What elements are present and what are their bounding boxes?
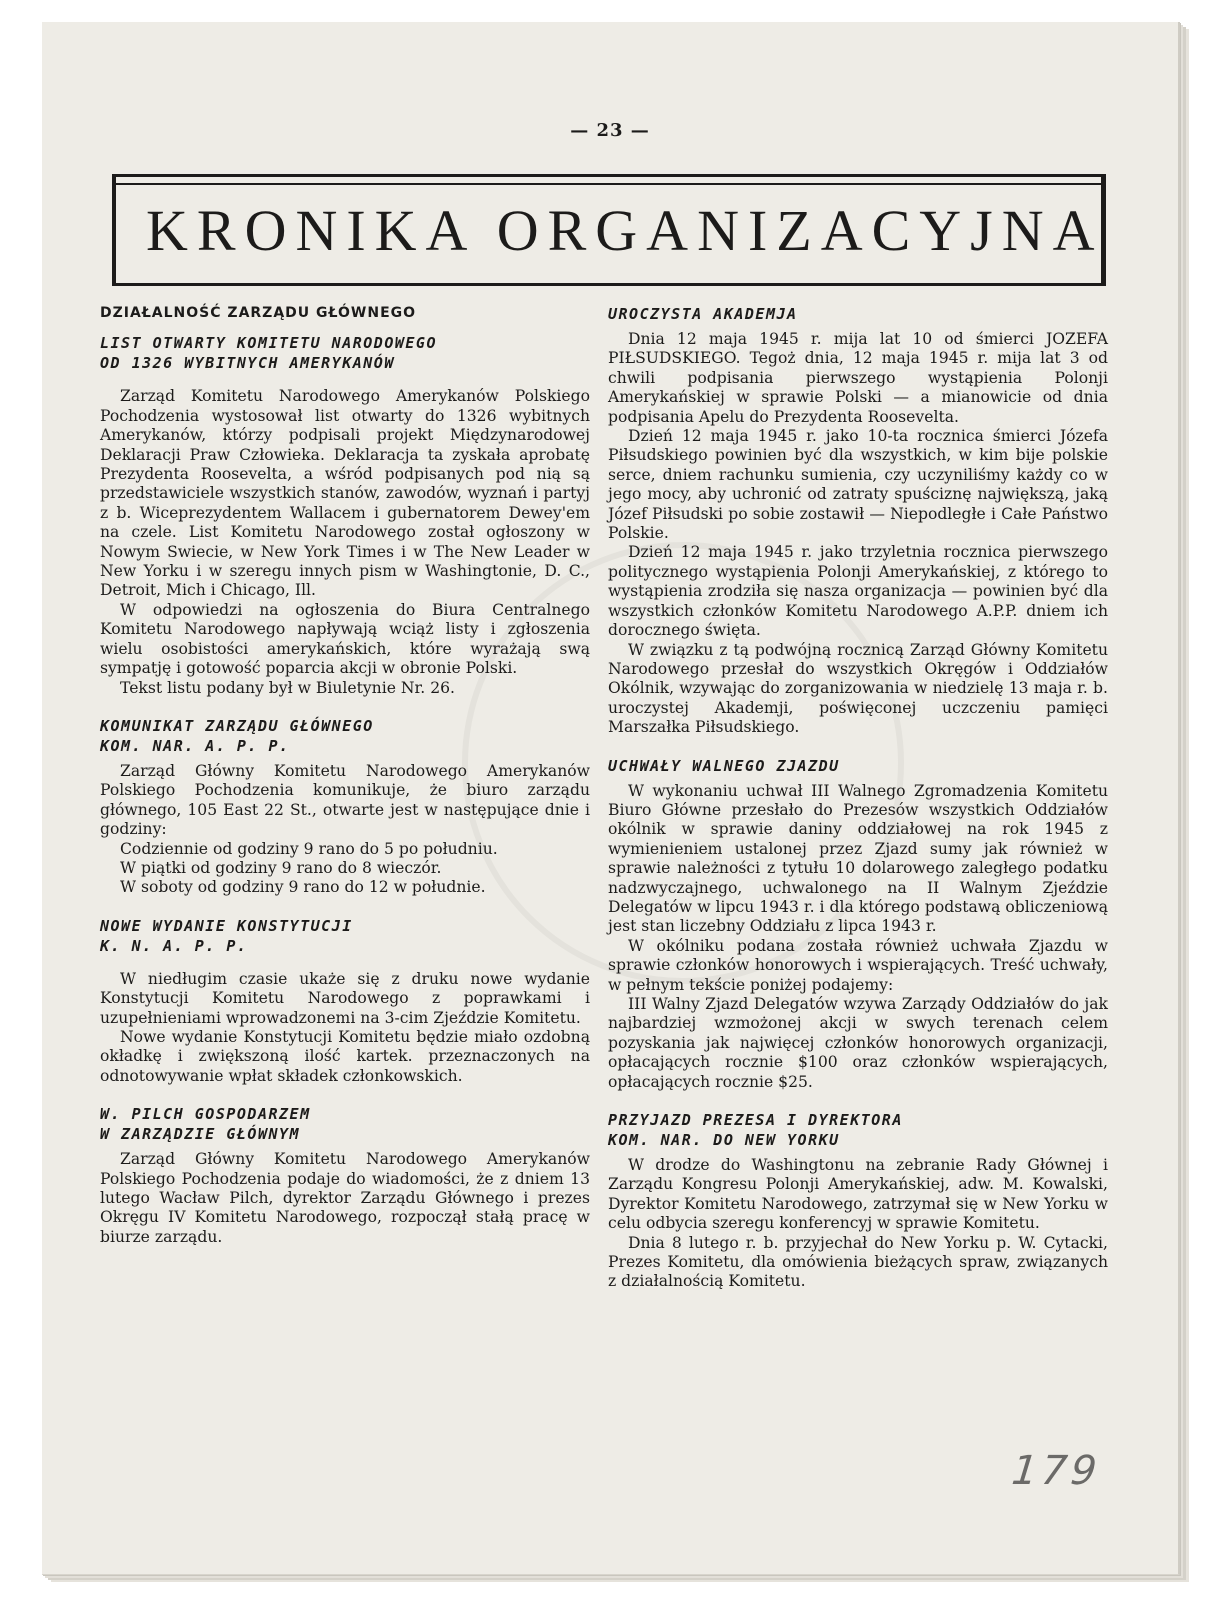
paragraph: Dnia 8 lutego r. b. przyjechał do New Yorku p. W. Cytacki, Prezes Komitetu, dla omówienia bieżących spraw, związanych z działalnością Komitetu. [608, 1233, 1108, 1291]
paragraph: W piątki od godziny 9 rano do 8 wieczór. [120, 858, 442, 877]
article-heading [100, 333, 590, 373]
paragraph: Dnia 12 maja 1945 r. mija lat 10 od śmierci JOZEFA PIŁSUDSKIEGO. Tegoż dnia, 12 maja 1945 r. mija lat 3 od chwili podpisania pierwszego wystąpienia Polonji Amerykańskiej w sprawie Polski — a mianowicie od dnia podpisania Apelu do Prezydenta Roosevelta. [608, 330, 1108, 426]
paragraph: Dzień 12 maja 1945 r. jako trzyletnia rocznica pierwszego politycznego wystąpienia Polonji Amerykańskiej, z którego to wystąpienia zrodziła się nasza organizacja — powinien być dla wszystkich członków Komitetu Narodowego A.P.P. dniem ich dorocznego święta. [608, 543, 1108, 640]
heading-line: KOM. NAR. DO NEW YORKU [608, 1131, 840, 1150]
heading-line: UCHWAŁY WALNEGO ZJAZDU [608, 756, 840, 775]
heading-line: UROCZYSTA AKADEMJA [608, 305, 798, 323]
paragraph: Zarząd Komitetu Narodowego Amerykanów Polskiego Pochodzenia wystosował list otwarty do 1326 wybitnych Amerykanów, którzy podpisali projekt Międzynarodowej Deklaracji Praw Człowieka. Deklaracja ta zyskała aprobatę Prezydenta Roosevelta, a wśród podpisanych pod nią są przedstawiciele wszystkich stanów, zawodów, wyznań i partyj z b. Wiceprezydentem Wallacem i gubernatorem Dewey'em na czele. List Komitetu Narodowego został ogłoszony w Nowym Swiecie, w New York Times i w The New Leader w New Yorku i w szeregu innych pism w Washingtonie, D. C., Detroit, Mich i Chicago, Ill. [100, 387, 590, 600]
left-column [100, 304, 590, 1247]
heading-line: W ZARZĄDZIE GŁÓWNYM [100, 1125, 301, 1144]
article-heading [100, 716, 590, 756]
paragraph: Zarząd Główny Komitetu Narodowego Amerykanów Polskiego Pochodzenia podaje do wiadomości, że z dniem 13 lutego Wacław Pilch, dyrektor Zarządu Głównego i prezes Okręgu IV Komitetu Narodowego, rozpoczął stałą pracę w biurze zarządu. [100, 1150, 590, 1246]
paragraph: W związku z tą podwójną rocznicą Zarząd Główny Komitetu Narodowego przesłał do wszystkich Okręgów i Oddziałów Okólnik, wzywając do zorganizowania w niedzielę 13 maja r. b. uroczystej Akademji, poświęconej uczczeniu pamięci Marszałka Piłsudskiego. [608, 640, 1108, 737]
document-page [42, 22, 1180, 1575]
page-number: — 23 — [570, 120, 650, 141]
page-title: KRONIKA ORGANIZACYJNA [146, 198, 1104, 263]
heading-line: OD 1326 WYBITNYCH AMERYKANÓW [100, 354, 395, 373]
heading-line: W. PILCH GOSPODARZEM [100, 1105, 311, 1124]
article-heading [608, 756, 1108, 776]
section-heading: DZIAŁALNOŚĆ ZARZĄDU GŁÓWNEGO [100, 305, 417, 321]
paragraph: III Walny Zjazd Delegatów wzywa Zarządy Oddziałów do jak najbardziej wzmożonej akcji w swych terenach celem pozyskania jak najwięcej członków honorowych organizacji, opłacających rocznie $100 oraz członków wspierających, opłacających rocznie $25. [608, 995, 1108, 1091]
paragraph: Nowe wydanie Konstytucji Komitetu będzie miało ozdobną okładkę i zwiększoną ilość kartek. przeznaczonych na odnotowywanie wpłat składek członkowskich. [100, 1027, 590, 1085]
paragraph: W drodze do Washingtonu na zebranie Rady Głównej i Zarządu Kongresu Polonji Amerykańskiej, adw. M. Kowalski, Dyrektor Komitetu Narodowego, zatrzymał się w New Yorku w celu odbycia szeregu konferencyj w sprawie Komitetu. [608, 1156, 1108, 1233]
paragraph: W niedługim czasie ukaże się z druku nowe wydanie Konstytucji Komitetu Narodowego z poprawkami i uzupełnieniami wprowadzonemi na 3-cim Zjeździe Komitetu. [100, 969, 590, 1027]
masthead-rule [116, 183, 1101, 185]
paragraph: W wykonaniu uchwał III Walnego Zgromadzenia Komitetu Biuro Główne przesłało do Prezesów wszystkich Oddziałów okólnik w sprawie daniny oddziałowej na rok 1945 z wymienieniem ustalonej przez Zjazd sumy jak również w sprawie należności z tytułu 10 dolarowego zaległego podatku nadzwyczajnego, uchwalonego na II Walnym Zjeździe Delegatów w lipcu 1943 r. i dla którego podstawą obliczeniową jest stan liczebny Oddziału z lipca 1943 r. [608, 781, 1108, 936]
article-heading [608, 1110, 1108, 1150]
paragraph: Tekst listu podany był w Biuletynie Nr. 26. [120, 678, 455, 697]
paragraph: Codziennie od godziny 9 rano do 5 po południu. [120, 839, 498, 858]
right-column [608, 304, 1108, 1292]
heading-line: PRZYJAZD PREZESA I DYREKTORA [608, 1111, 903, 1130]
heading-line: NOWE WYDANIE KONSTYTUCJI [100, 916, 353, 935]
heading-line: KOM. NAR. A. P. P. [100, 736, 290, 755]
handwritten-archive-number: 179 [1009, 1448, 1103, 1494]
article-heading [100, 916, 590, 956]
heading-line: LIST OTWARTY KOMITETU NARODOWEGO [100, 334, 437, 353]
paragraph: W soboty od godziny 9 rano do 12 w południe. [120, 878, 486, 897]
article-heading [608, 304, 1108, 324]
heading-line: K. N. A. P. P. [100, 936, 248, 955]
article-heading [100, 1104, 590, 1144]
masthead-box [112, 174, 1106, 286]
paragraph: W okólniku podana została również uchwała Zjazdu w sprawie członków honorowych i wspierających. Treść uchwały, w pełnym tekście poniżej podajemy: [608, 936, 1108, 994]
paragraph: W odpowiedzi na ogłoszenia do Biura Centralnego Komitetu Narodowego napływają wciąż listy i zgłoszenia wielu osobistości amerykańskich, które wyrażają swą sympatję i gotowość poparcia akcji w obronie Polski. [100, 600, 590, 678]
heading-line: KOMUNIKAT ZARZĄDU GŁÓWNEGO [100, 716, 374, 735]
paragraph: Zarząd Główny Komitetu Narodowego Amerykanów Polskiego Pochodzenia komunikuje, że biuro zarządu głównego, 105 East 22 St., otwarte jest w następujące dnie i godziny: [100, 761, 590, 839]
paragraph: Dzień 12 maja 1945 r. jako 10-ta rocznica śmierci Józefa Piłsudskiego powinien być dla wszystkich, w kim bije polskie serce, dniem rachunku sumienia, czy uczyniliśmy każdy co w jego mocy, aby uchronić od zatraty spuściznę największą, jaką Józef Piłsudski po sobie zostawił — Niepodległe i Całe Państwo Polskie. [608, 427, 1108, 543]
